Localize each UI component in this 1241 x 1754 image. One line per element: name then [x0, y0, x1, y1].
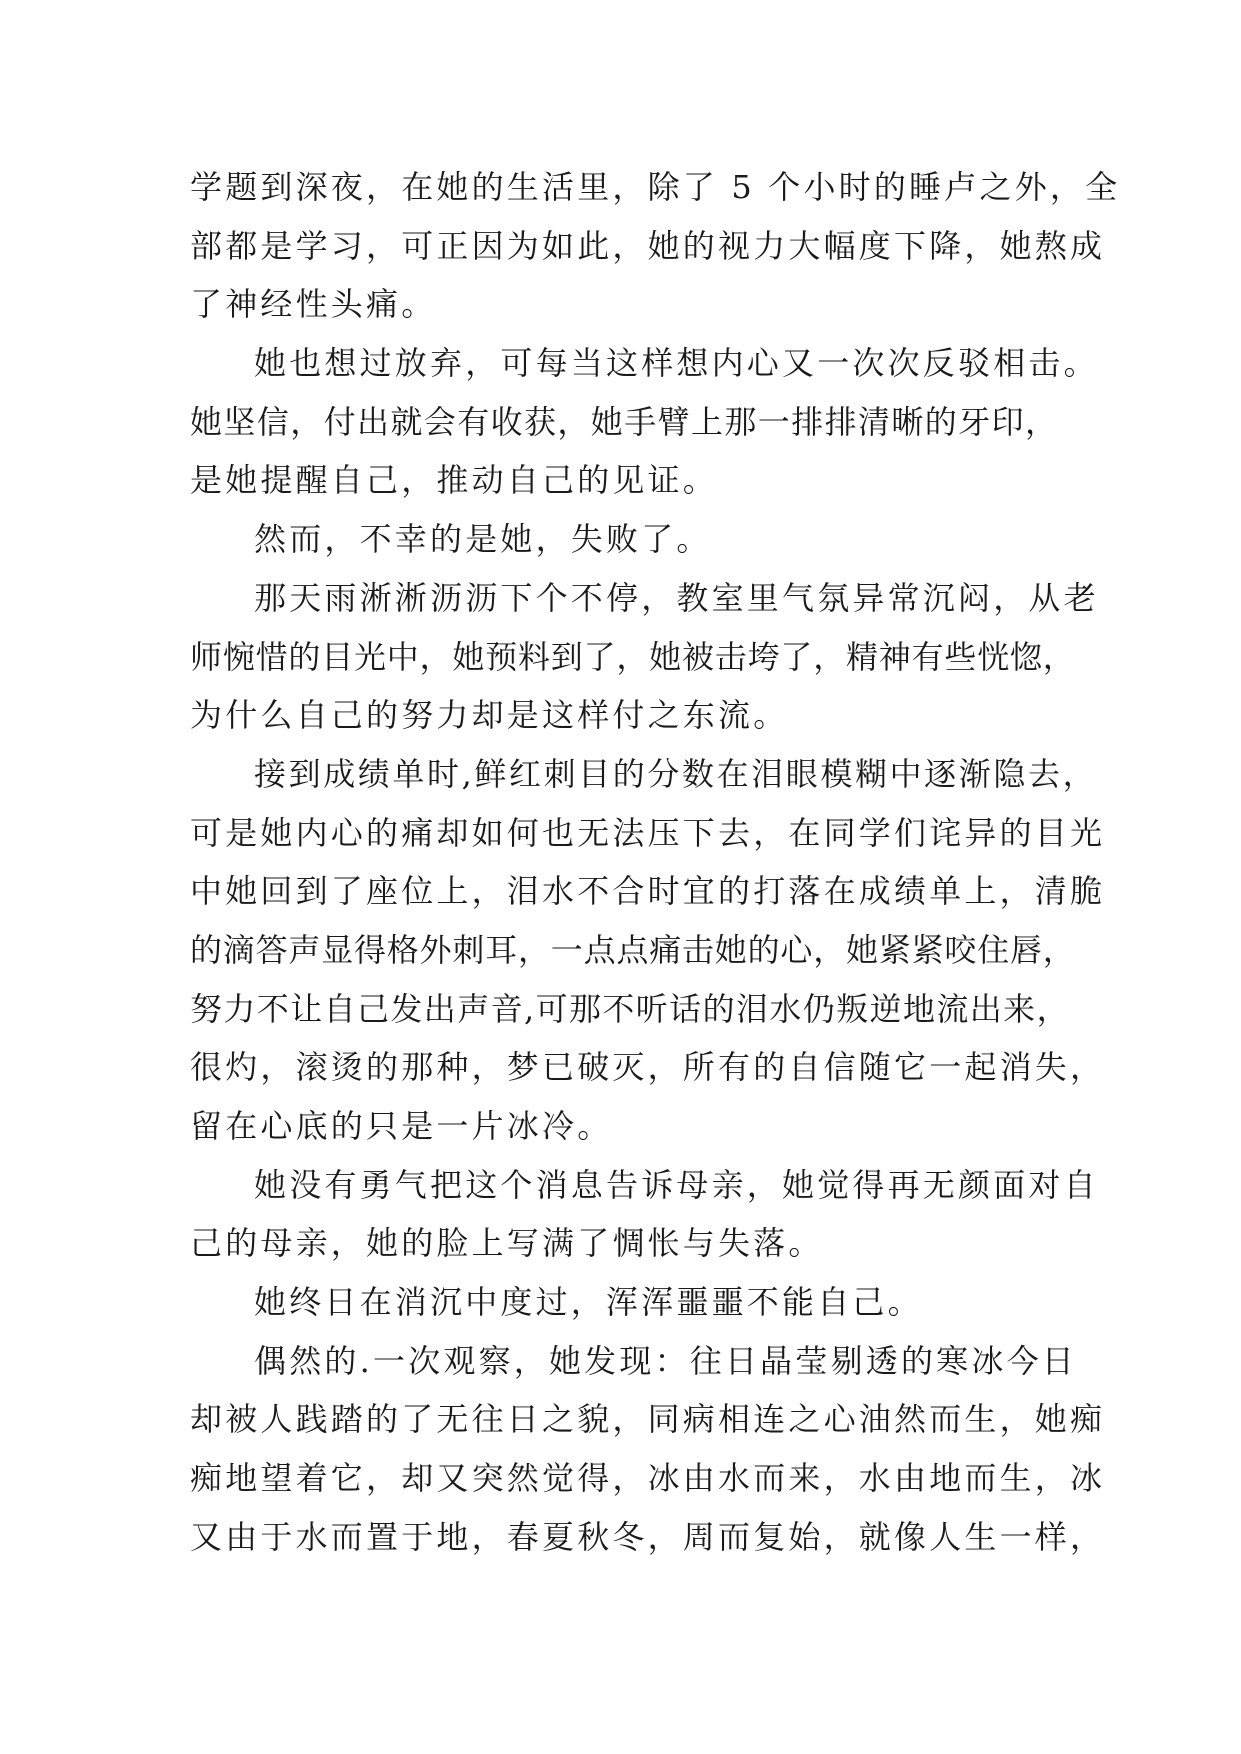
body-text [190, 158, 1121, 1567]
text-line: 又由于水而置于地，春夏秋冬，周而复始，就像人生一样， [190, 1517, 1106, 1556]
text-line: 努力不让自己发出声音,可那不听话的泪水仍叛逆地流出来， [190, 989, 1070, 1028]
text-line: 部都是学习，可正因为如此，她的视力大幅度下降，她熬成 [190, 226, 1106, 265]
text-line: 师惋惜的目光中，她预料到了，她被击垮了，精神有些恍惚， [190, 637, 1076, 676]
text-line: 是她提醒自己，推动自己的见证。 [190, 461, 719, 500]
text-line: 却被人践踏的了无往日之貌，同病相连之心油然而生，她痴 [190, 1400, 1106, 1439]
text-line: 己的母亲，她的脸上写满了惆怅与失落。 [190, 1224, 824, 1263]
text-line: 接到成绩单时,鲜红刺目的分数在泪眼模糊中逐渐隐去， [254, 754, 1098, 793]
text-line: 留在心底的只是一片冰冷。 [190, 1107, 613, 1145]
text-line: 她没有勇气把这个消息告诉母亲，她觉得再无颜面对自 [254, 1165, 1099, 1204]
text-line: 偶然的.一次观察，她发现：往日晶莹剔透的寒冰今日 [254, 1341, 1077, 1380]
text-line: 她也想过放弃，可每当这样想内心又一次次反驳相击。 [254, 344, 1099, 383]
text-line: 可是她内心的痛却如何也无法压下去，在同学们诧异的目光 [190, 813, 1106, 852]
text-line: 的滴答声显得格外刺耳，一点点痛击她的心，她紧紧咬住唇， [190, 930, 1076, 969]
text-line: 然而，不幸的是她，失败了。 [254, 520, 712, 559]
text-line: 学题到深夜，在她的生活里，除了 5 个小时的睡卢之外，全 [190, 168, 1121, 206]
text-line: 痴地望着它，却又突然觉得，冰由水而来，水由地而生，冰 [190, 1459, 1106, 1498]
text-line: 为什么自己的努力却是这样付之东流。 [190, 696, 789, 735]
text-line: 那天雨淅淅沥沥下个不停，教室里气氛异常沉闷，从老 [254, 578, 1099, 617]
text-line: 很灼，滚烫的那种，梦已破灭，所有的自信随它一起消失， [190, 1048, 1106, 1087]
text-line: 了神经性头痛。 [190, 285, 437, 324]
text-line: 她终日在消沉中度过，浑浑噩噩不能自己。 [254, 1283, 923, 1322]
text-line: 她坚信，付出就会有收获，她手臂上那一排排清晰的牙印， [190, 402, 1059, 441]
text-line: 中她回到了座位上，泪水不合时宜的打落在成绩单上，清脆 [190, 872, 1106, 911]
